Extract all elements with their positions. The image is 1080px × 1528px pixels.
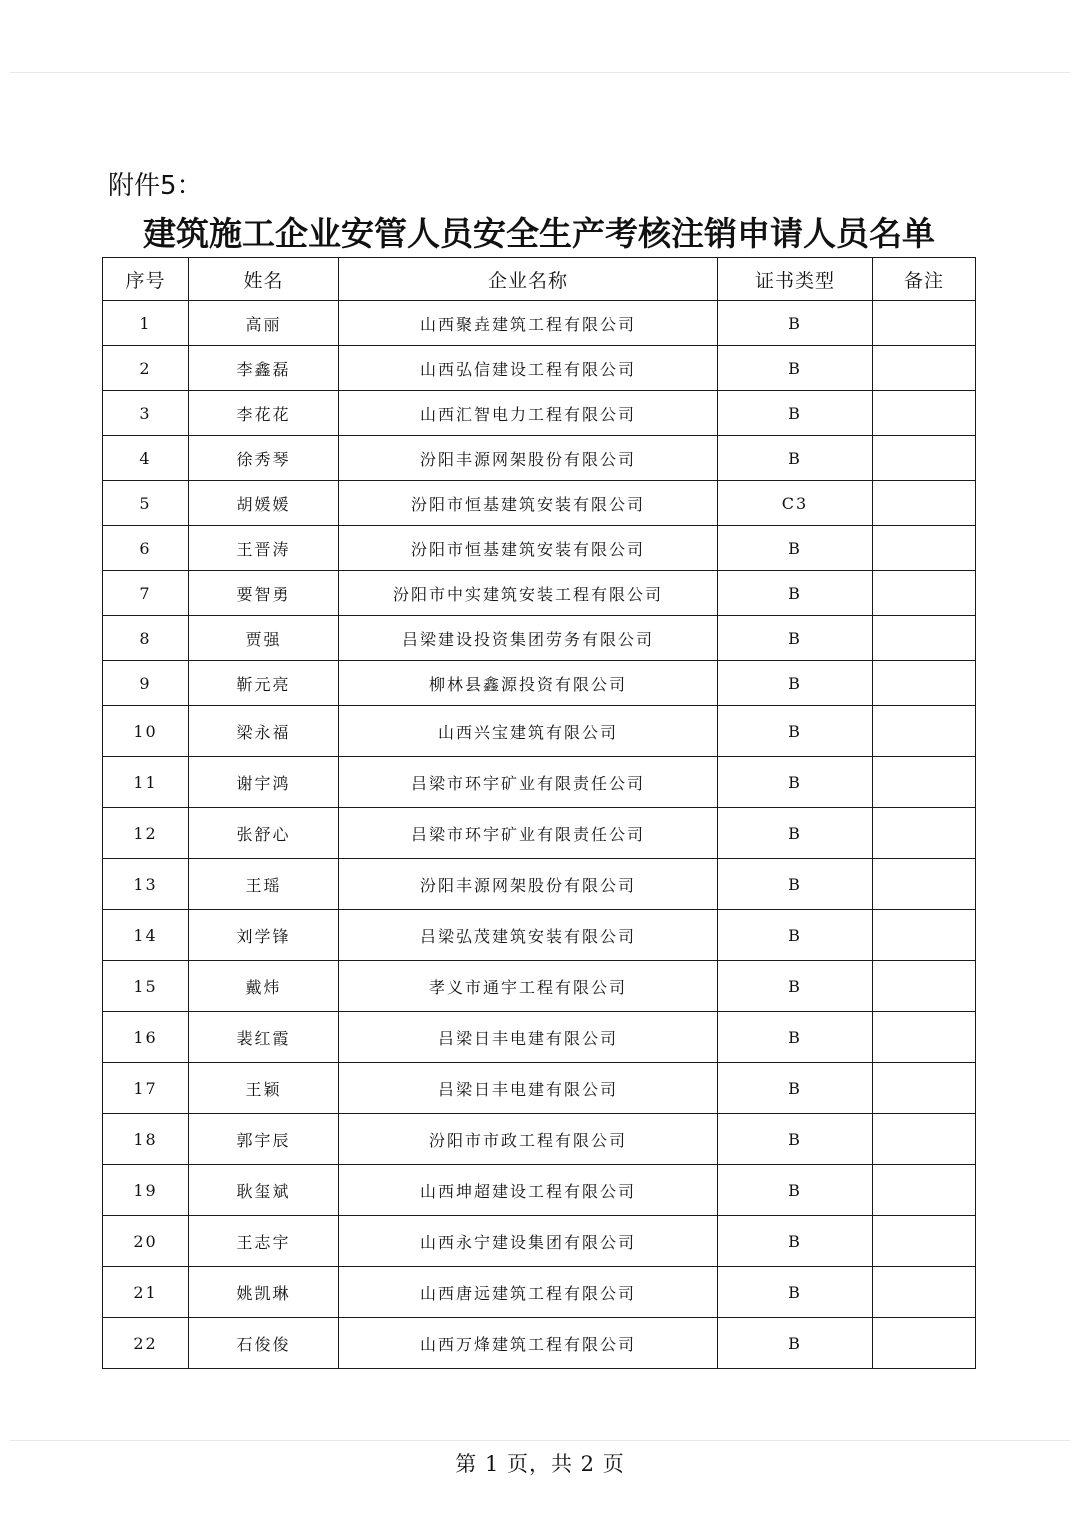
cell-index: 8 bbox=[103, 616, 189, 661]
column-header-certificate: 证书类型 bbox=[718, 258, 873, 301]
cell-index: 2 bbox=[103, 346, 189, 391]
column-header-remarks: 备注 bbox=[873, 258, 976, 301]
cell-remarks bbox=[873, 1216, 976, 1267]
table-row bbox=[103, 706, 976, 757]
cell-company: 孝义市通宇工程有限公司 bbox=[339, 961, 718, 1012]
table-row bbox=[103, 1165, 976, 1216]
cell-index: 16 bbox=[103, 1012, 189, 1063]
cell-name: 石俊俊 bbox=[189, 1318, 339, 1369]
table-row bbox=[103, 1216, 976, 1267]
cell-remarks bbox=[873, 1114, 976, 1165]
cell-index: 9 bbox=[103, 661, 189, 706]
cell-remarks bbox=[873, 1318, 976, 1369]
cell-certificate: B bbox=[718, 910, 873, 961]
column-header-index: 序号 bbox=[103, 258, 189, 301]
cell-certificate: B bbox=[718, 706, 873, 757]
cell-name: 李鑫磊 bbox=[189, 346, 339, 391]
table-row bbox=[103, 961, 976, 1012]
cell-certificate: B bbox=[718, 808, 873, 859]
cell-index: 1 bbox=[103, 301, 189, 346]
cell-remarks bbox=[873, 481, 976, 526]
cell-index: 11 bbox=[103, 757, 189, 808]
cell-index: 18 bbox=[103, 1114, 189, 1165]
cell-name: 谢宇鸿 bbox=[189, 757, 339, 808]
cell-certificate: B bbox=[718, 1114, 873, 1165]
cell-company: 汾阳市市政工程有限公司 bbox=[339, 1114, 718, 1165]
cell-certificate: C3 bbox=[718, 481, 873, 526]
personnel-table bbox=[102, 257, 976, 1369]
cell-remarks bbox=[873, 436, 976, 481]
cell-name: 梁永福 bbox=[189, 706, 339, 757]
table-row bbox=[103, 481, 976, 526]
cell-certificate: B bbox=[718, 391, 873, 436]
cell-index: 17 bbox=[103, 1063, 189, 1114]
cell-company: 汾阳市中实建筑安装工程有限公司 bbox=[339, 571, 718, 616]
cell-company: 山西永宁建设集团有限公司 bbox=[339, 1216, 718, 1267]
cell-company: 汾阳丰源网架股份有限公司 bbox=[339, 436, 718, 481]
page-number: 第 1 页，共 2 页 bbox=[455, 1452, 625, 1476]
table-header-row bbox=[103, 258, 976, 301]
cell-name: 郭宇辰 bbox=[189, 1114, 339, 1165]
table-row bbox=[103, 526, 976, 571]
cell-company: 吕梁建设投资集团劳务有限公司 bbox=[339, 616, 718, 661]
cell-certificate: B bbox=[718, 1267, 873, 1318]
cell-remarks bbox=[873, 859, 976, 910]
cell-remarks bbox=[873, 910, 976, 961]
cell-company: 山西万烽建筑工程有限公司 bbox=[339, 1318, 718, 1369]
cell-remarks bbox=[873, 961, 976, 1012]
cell-remarks bbox=[873, 1267, 976, 1318]
cell-company: 汾阳丰源网架股份有限公司 bbox=[339, 859, 718, 910]
table-row bbox=[103, 391, 976, 436]
table-row bbox=[103, 1012, 976, 1063]
cell-index: 22 bbox=[103, 1318, 189, 1369]
table-row bbox=[103, 757, 976, 808]
column-header-company: 企业名称 bbox=[339, 258, 718, 301]
cell-company: 吕梁弘茂建筑安装有限公司 bbox=[339, 910, 718, 961]
cell-company: 山西汇智电力工程有限公司 bbox=[339, 391, 718, 436]
cell-index: 20 bbox=[103, 1216, 189, 1267]
scan-edge-top bbox=[10, 72, 1070, 73]
document-title: 建筑施工企业安管人员安全生产考核注销申请人员名单 bbox=[143, 214, 935, 253]
cell-certificate: B bbox=[718, 346, 873, 391]
cell-remarks bbox=[873, 1012, 976, 1063]
cell-certificate: B bbox=[718, 1216, 873, 1267]
cell-company: 吕梁日丰电建有限公司 bbox=[339, 1063, 718, 1114]
cell-company: 山西弘信建设工程有限公司 bbox=[339, 346, 718, 391]
table-row bbox=[103, 436, 976, 481]
cell-name: 贾强 bbox=[189, 616, 339, 661]
cell-name: 靳元亮 bbox=[189, 661, 339, 706]
cell-name: 刘学锋 bbox=[189, 910, 339, 961]
table-row bbox=[103, 1318, 976, 1369]
cell-index: 5 bbox=[103, 481, 189, 526]
cell-company: 汾阳市恒基建筑安装有限公司 bbox=[339, 481, 718, 526]
cell-remarks bbox=[873, 1165, 976, 1216]
cell-index: 21 bbox=[103, 1267, 189, 1318]
table-row bbox=[103, 616, 976, 661]
table-row bbox=[103, 859, 976, 910]
cell-index: 6 bbox=[103, 526, 189, 571]
cell-name: 耿玺斌 bbox=[189, 1165, 339, 1216]
cell-remarks bbox=[873, 706, 976, 757]
cell-company: 山西坤超建设工程有限公司 bbox=[339, 1165, 718, 1216]
cell-remarks bbox=[873, 526, 976, 571]
cell-name: 王晋涛 bbox=[189, 526, 339, 571]
scan-edge-bottom bbox=[10, 1440, 1070, 1441]
cell-name: 李花花 bbox=[189, 391, 339, 436]
cell-certificate: B bbox=[718, 961, 873, 1012]
cell-certificate: B bbox=[718, 436, 873, 481]
cell-certificate: B bbox=[718, 757, 873, 808]
cell-index: 19 bbox=[103, 1165, 189, 1216]
cell-remarks bbox=[873, 661, 976, 706]
cell-name: 王瑶 bbox=[189, 859, 339, 910]
cell-company: 山西唐远建筑工程有限公司 bbox=[339, 1267, 718, 1318]
table-row bbox=[103, 808, 976, 859]
cell-remarks bbox=[873, 616, 976, 661]
cell-remarks bbox=[873, 346, 976, 391]
cell-name: 姚凯琳 bbox=[189, 1267, 339, 1318]
cell-index: 4 bbox=[103, 436, 189, 481]
cell-name: 裴红霞 bbox=[189, 1012, 339, 1063]
cell-certificate: B bbox=[718, 1318, 873, 1369]
cell-name: 戴炜 bbox=[189, 961, 339, 1012]
cell-name: 王颖 bbox=[189, 1063, 339, 1114]
cell-company: 吕梁市环宇矿业有限责任公司 bbox=[339, 757, 718, 808]
table-row bbox=[103, 346, 976, 391]
cell-remarks bbox=[873, 1063, 976, 1114]
cell-name: 王志宇 bbox=[189, 1216, 339, 1267]
table-row bbox=[103, 301, 976, 346]
cell-index: 15 bbox=[103, 961, 189, 1012]
cell-index: 12 bbox=[103, 808, 189, 859]
cell-index: 10 bbox=[103, 706, 189, 757]
cell-name: 高丽 bbox=[189, 301, 339, 346]
cell-remarks bbox=[873, 571, 976, 616]
cell-certificate: B bbox=[718, 1012, 873, 1063]
cell-certificate: B bbox=[718, 859, 873, 910]
cell-company: 山西兴宝建筑有限公司 bbox=[339, 706, 718, 757]
table-body bbox=[103, 301, 976, 1369]
cell-certificate: B bbox=[718, 616, 873, 661]
cell-remarks bbox=[873, 757, 976, 808]
cell-index: 7 bbox=[103, 571, 189, 616]
table-row bbox=[103, 1063, 976, 1114]
column-header-name: 姓名 bbox=[189, 258, 339, 301]
cell-company: 汾阳市恒基建筑安装有限公司 bbox=[339, 526, 718, 571]
table-row bbox=[103, 910, 976, 961]
cell-name: 胡媛媛 bbox=[189, 481, 339, 526]
cell-name: 张舒心 bbox=[189, 808, 339, 859]
attachment-label: 附件5： bbox=[108, 171, 203, 201]
cell-certificate: B bbox=[718, 1063, 873, 1114]
cell-company: 吕梁市环宇矿业有限责任公司 bbox=[339, 808, 718, 859]
table-row bbox=[103, 1267, 976, 1318]
cell-name: 徐秀琴 bbox=[189, 436, 339, 481]
cell-company: 山西聚垚建筑工程有限公司 bbox=[339, 301, 718, 346]
cell-company: 吕梁日丰电建有限公司 bbox=[339, 1012, 718, 1063]
cell-index: 13 bbox=[103, 859, 189, 910]
cell-company: 柳林县鑫源投资有限公司 bbox=[339, 661, 718, 706]
cell-remarks bbox=[873, 301, 976, 346]
cell-index: 14 bbox=[103, 910, 189, 961]
cell-certificate: B bbox=[718, 1165, 873, 1216]
table-row bbox=[103, 661, 976, 706]
cell-certificate: B bbox=[718, 571, 873, 616]
cell-index: 3 bbox=[103, 391, 189, 436]
cell-remarks bbox=[873, 808, 976, 859]
cell-certificate: B bbox=[718, 661, 873, 706]
cell-certificate: B bbox=[718, 301, 873, 346]
cell-remarks bbox=[873, 391, 976, 436]
table-row bbox=[103, 1114, 976, 1165]
cell-certificate: B bbox=[718, 526, 873, 571]
table-row bbox=[103, 571, 976, 616]
cell-name: 要智勇 bbox=[189, 571, 339, 616]
